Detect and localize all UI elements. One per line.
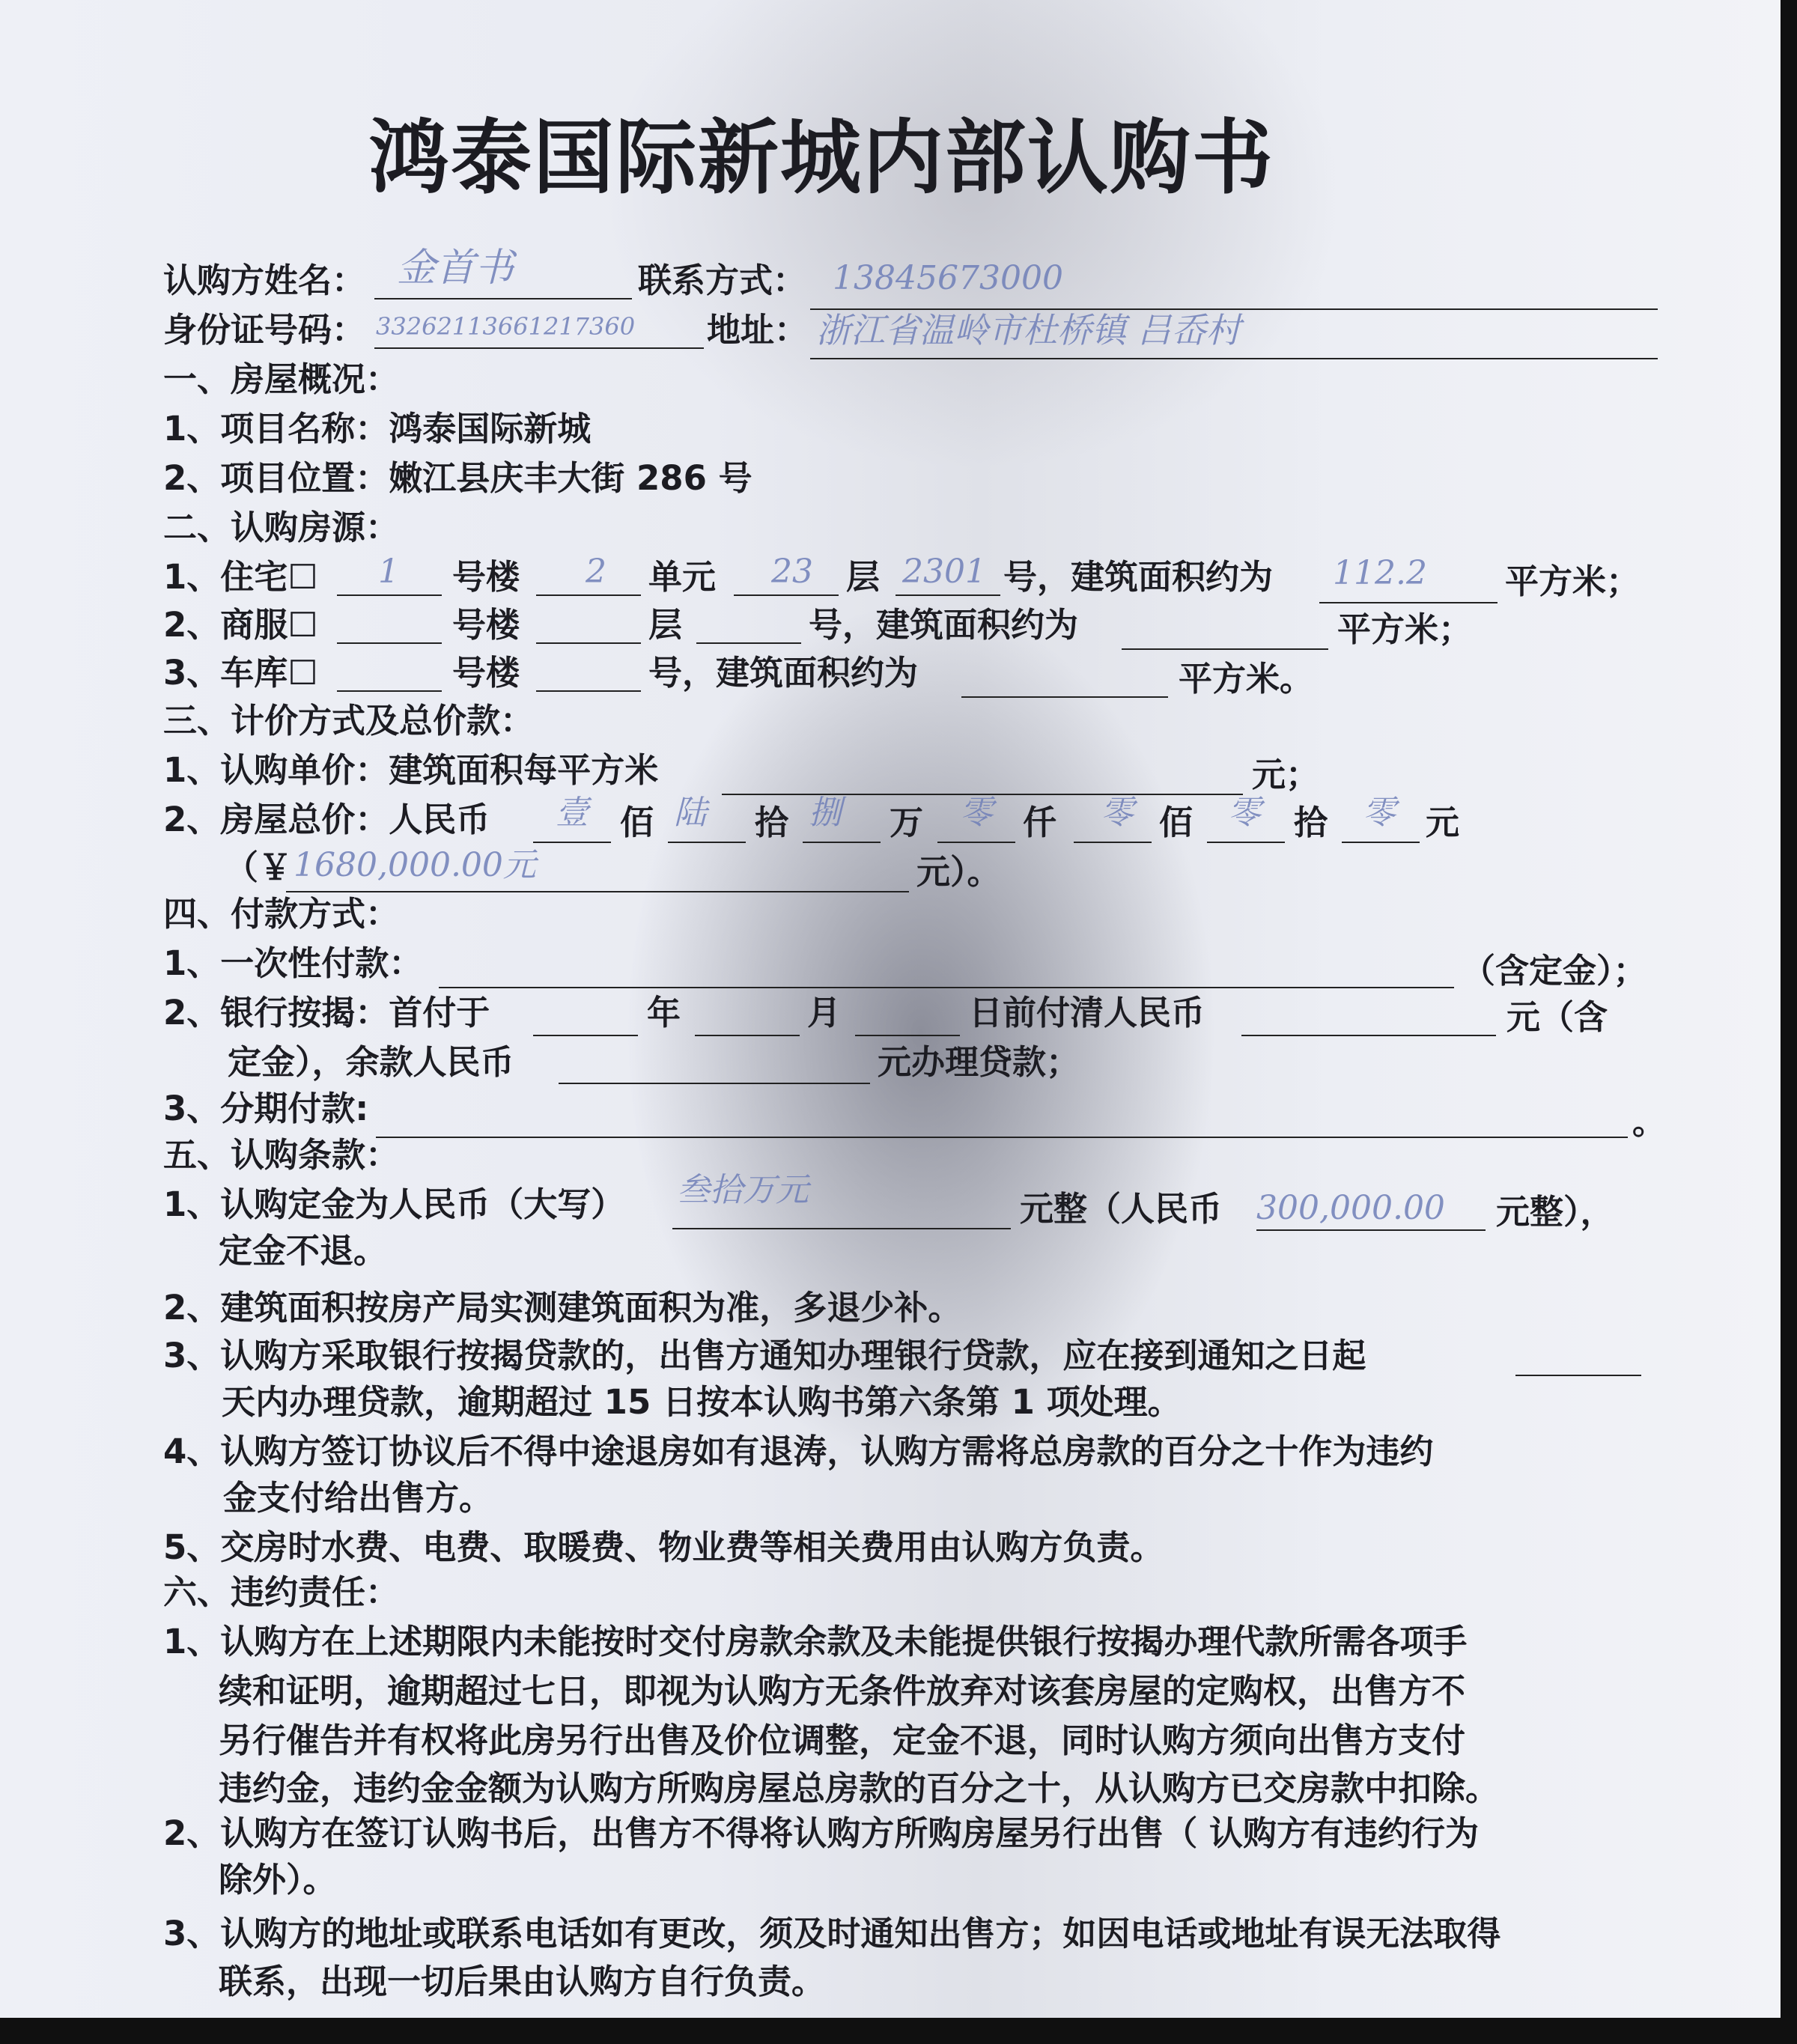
clause-6-2-line-1: 2、认购方在签订认购书后，出售方不得将认购方所购房屋另行出售（ 认购方有违约行为 bbox=[163, 1813, 1479, 1853]
unit-bai-2: 佰 bbox=[1159, 803, 1194, 842]
residence-floor-suffix: 层 bbox=[846, 557, 881, 597]
total-digit-hundred: 零 bbox=[1101, 794, 1134, 832]
residence-area-unit: 平方米； bbox=[1505, 562, 1641, 601]
unit-shi-2: 拾 bbox=[1294, 803, 1328, 842]
residence-unit-value: 2 bbox=[586, 553, 606, 591]
total-digit-one: 零 bbox=[1363, 794, 1396, 832]
clause-6-3-line-2: 联系，出现一切后果由认购方自行负责。 bbox=[219, 1962, 826, 2001]
deposit-amount-line bbox=[1256, 1229, 1486, 1231]
garage-area-label: 号，建筑面积约为 bbox=[648, 653, 919, 693]
mortgage-down-payment-line bbox=[1241, 1035, 1496, 1036]
total-yen-value: 1680,000.00元 bbox=[294, 846, 536, 884]
deposit-non-refundable: 定金不退。 bbox=[219, 1231, 388, 1271]
commercial-area-line bbox=[1122, 648, 1328, 650]
clause-6-1-line-2: 续和证明，逾期超过七日，即视为认购方无条件放弃对该套房屋的定购权，出售方不 bbox=[219, 1671, 1466, 1711]
total-digit-ten: 零 bbox=[1228, 794, 1261, 832]
lump-sum-line bbox=[439, 987, 1454, 988]
clause-5-4-line-2: 金支付给出售方。 bbox=[223, 1478, 493, 1518]
residence-area-label: 号，建筑面积约为 bbox=[1003, 557, 1274, 597]
commercial-area-unit: 平方米； bbox=[1337, 609, 1473, 649]
total-yen-line bbox=[286, 891, 909, 892]
garage-building-line bbox=[337, 690, 442, 692]
deposit-amount-label: 元整（人民币 bbox=[1020, 1189, 1223, 1229]
id-value: 33262113661217360 bbox=[376, 312, 636, 341]
commercial-floor-line bbox=[536, 642, 641, 644]
garage-label: 3、车库☐ bbox=[163, 653, 318, 693]
mortgage-day-line bbox=[855, 1035, 960, 1036]
buyer-name-label: 认购方姓名： bbox=[163, 261, 366, 300]
installment-line bbox=[376, 1137, 1628, 1138]
residence-building-line bbox=[337, 594, 442, 596]
unit-qian: 仟 bbox=[1023, 803, 1057, 842]
clause-5-5: 5、交房时水费、电费、取暖费、物业费等相关费用由认购方负责。 bbox=[163, 1527, 1164, 1567]
total-digit-line-2 bbox=[668, 842, 746, 843]
residence-area-line bbox=[1319, 602, 1498, 603]
lump-sum-suffix: （含定金）； bbox=[1462, 951, 1647, 991]
commercial-area-label: 号，建筑面积约为 bbox=[809, 605, 1079, 645]
section-2-heading: 二、认购房源： bbox=[163, 508, 400, 547]
section-3-heading: 三、计价方式及总价款： bbox=[163, 701, 535, 740]
clause-6-1-line-4: 违约金，违约金金额为认购方所购房屋总房款的百分之十，从认购方已交房款中扣除。 bbox=[219, 1768, 1500, 1808]
mortgage-balance-label: 定金），余款人民币 bbox=[228, 1042, 514, 1082]
unit-bai-1: 佰 bbox=[620, 803, 654, 842]
mortgage-down-payment-label: 日前付清人民币 bbox=[969, 993, 1205, 1032]
garage-building-suffix: 号楼 bbox=[452, 653, 520, 693]
section-5-heading: 五、认购条款： bbox=[163, 1135, 400, 1175]
mortgage-year-line bbox=[533, 1035, 638, 1036]
deposit-label: 1、认购定金为人民币（大写） bbox=[163, 1184, 625, 1224]
deposit-amount-value: 300,000.00 bbox=[1256, 1189, 1445, 1227]
contact-label: 联系方式： bbox=[638, 261, 807, 300]
garage-room-line bbox=[536, 690, 641, 692]
deposit-amount-suffix: 元整）， bbox=[1496, 1192, 1614, 1232]
commercial-room-line bbox=[696, 642, 801, 644]
section-4-heading: 四、付款方式： bbox=[163, 894, 400, 934]
contact-value: 13845673000 bbox=[833, 259, 1063, 297]
garage-area-unit: 平方米。 bbox=[1179, 659, 1314, 699]
commercial-label: 2、商服☐ bbox=[163, 605, 318, 645]
total-digit-line-4 bbox=[937, 842, 1015, 843]
total-digit-line-1 bbox=[533, 842, 611, 843]
installment-label: 3、分期付款: bbox=[163, 1089, 369, 1128]
deposit-words-line bbox=[672, 1228, 1011, 1229]
commercial-building-suffix: 号楼 bbox=[452, 605, 520, 645]
unit-wan: 万 bbox=[890, 803, 924, 842]
clause-5-3-days-line bbox=[1515, 1375, 1641, 1376]
buyer-name-line bbox=[374, 298, 632, 299]
mortgage-balance-suffix: 元办理贷款； bbox=[878, 1042, 1080, 1082]
unit-shi-1: 拾 bbox=[755, 803, 789, 842]
commercial-floor-suffix: 层 bbox=[648, 605, 683, 645]
total-yen-close: 元）。 bbox=[916, 852, 1001, 892]
total-digit-line-3 bbox=[803, 842, 881, 843]
residence-building-value: 1 bbox=[378, 553, 399, 591]
project-name: 1、项目名称：鸿泰国际新城 bbox=[163, 409, 592, 448]
clause-6-1-line-1: 1、认购方在上述期限内未能按时交付房款余款及未能提供银行按揭办理代款所需各项手 bbox=[163, 1622, 1468, 1661]
total-yen-open: （￥ bbox=[225, 848, 293, 887]
total-digit-line-6 bbox=[1207, 842, 1285, 843]
residence-building-suffix: 号楼 bbox=[452, 557, 520, 597]
residence-area-value: 112.2 bbox=[1333, 554, 1427, 592]
clause-6-3-line-1: 3、认购方的地址或联系电话如有更改，须及时通知出售方；如因电话或地址有误无法取得 bbox=[163, 1914, 1501, 1953]
mortgage-month-suffix: 月 bbox=[807, 993, 842, 1032]
residence-unit-line bbox=[536, 594, 641, 596]
deposit-words-value: 叁拾万元 bbox=[677, 1171, 809, 1209]
address-value: 浙江省温岭市杜桥镇 吕岙村 bbox=[816, 310, 1241, 350]
clause-6-2-line-2: 除外）。 bbox=[219, 1860, 337, 1899]
garage-area-line bbox=[961, 696, 1168, 698]
residence-floor-value: 23 bbox=[771, 553, 813, 591]
clause-6-1-line-3: 另行催告并有权将此房另行出售及价位调整，定金不退，同时认购方须向出售方支付 bbox=[219, 1721, 1466, 1760]
residence-room-line bbox=[896, 594, 1000, 596]
total-digit-line-7 bbox=[1342, 842, 1420, 843]
residence-unit-suffix: 单元 bbox=[648, 557, 717, 597]
mortgage-label: 2、银行按揭：首付于 bbox=[163, 993, 490, 1032]
residence-room-value: 2301 bbox=[902, 553, 986, 591]
section-6-heading: 六、违约责任： bbox=[163, 1572, 400, 1612]
total-digit-hundred-million: 壹 bbox=[556, 794, 589, 832]
total-digit-line-5 bbox=[1074, 842, 1152, 843]
total-digit-thousand: 零 bbox=[960, 794, 993, 832]
clause-5-3-line-1: 3、认购方采取银行按揭贷款的，出售方通知办理银行贷款，应在接到通知之日起 bbox=[163, 1336, 1366, 1375]
buyer-name-value: 金首书 bbox=[397, 246, 514, 291]
project-location: 2、项目位置：嫩江县庆丰大街 286 号 bbox=[163, 458, 752, 498]
unit-yuan: 元 bbox=[1426, 803, 1460, 842]
total-digit-ten-million: 陆 bbox=[674, 794, 707, 832]
clause-5-3-line-2: 天内办理贷款，逾期超过 15 日按本认购书第六条第 1 项处理。 bbox=[222, 1382, 1182, 1422]
document-title: 鸿泰国际新城内部认购书 bbox=[368, 112, 1275, 205]
mortgage-down-payment-suffix: 元（含 bbox=[1506, 997, 1608, 1037]
mortgage-month-line bbox=[695, 1035, 800, 1036]
total-digit-million: 捌 bbox=[809, 794, 842, 832]
commercial-building-line bbox=[337, 642, 442, 644]
section-1-heading: 一、房屋概况： bbox=[163, 359, 400, 399]
unit-price-suffix: 元； bbox=[1252, 755, 1320, 794]
id-line bbox=[374, 347, 704, 349]
lump-sum-label: 1、一次性付款： bbox=[163, 943, 423, 983]
id-label: 身份证号码： bbox=[163, 310, 366, 350]
residence-label: 1、住宅☐ bbox=[163, 557, 318, 597]
unit-price-label: 1、认购单价：建筑面积每平方米 bbox=[163, 750, 659, 790]
mortgage-year-suffix: 年 bbox=[647, 993, 681, 1032]
address-label: 地址： bbox=[707, 310, 809, 350]
residence-floor-line bbox=[734, 594, 839, 596]
address-line bbox=[810, 358, 1658, 359]
installment-end: 。 bbox=[1632, 1102, 1667, 1142]
mortgage-balance-line bbox=[559, 1083, 870, 1084]
clause-5-2: 2、建筑面积按房产局实测建筑面积为准，多退少补。 bbox=[163, 1288, 962, 1327]
clause-5-4-line-1: 4、认购方签订协议后不得中途退房如有退涛，认购方需将总房款的百分之十作为违约 bbox=[163, 1432, 1434, 1471]
total-price-label: 2、房屋总价：人民币 bbox=[163, 800, 490, 839]
